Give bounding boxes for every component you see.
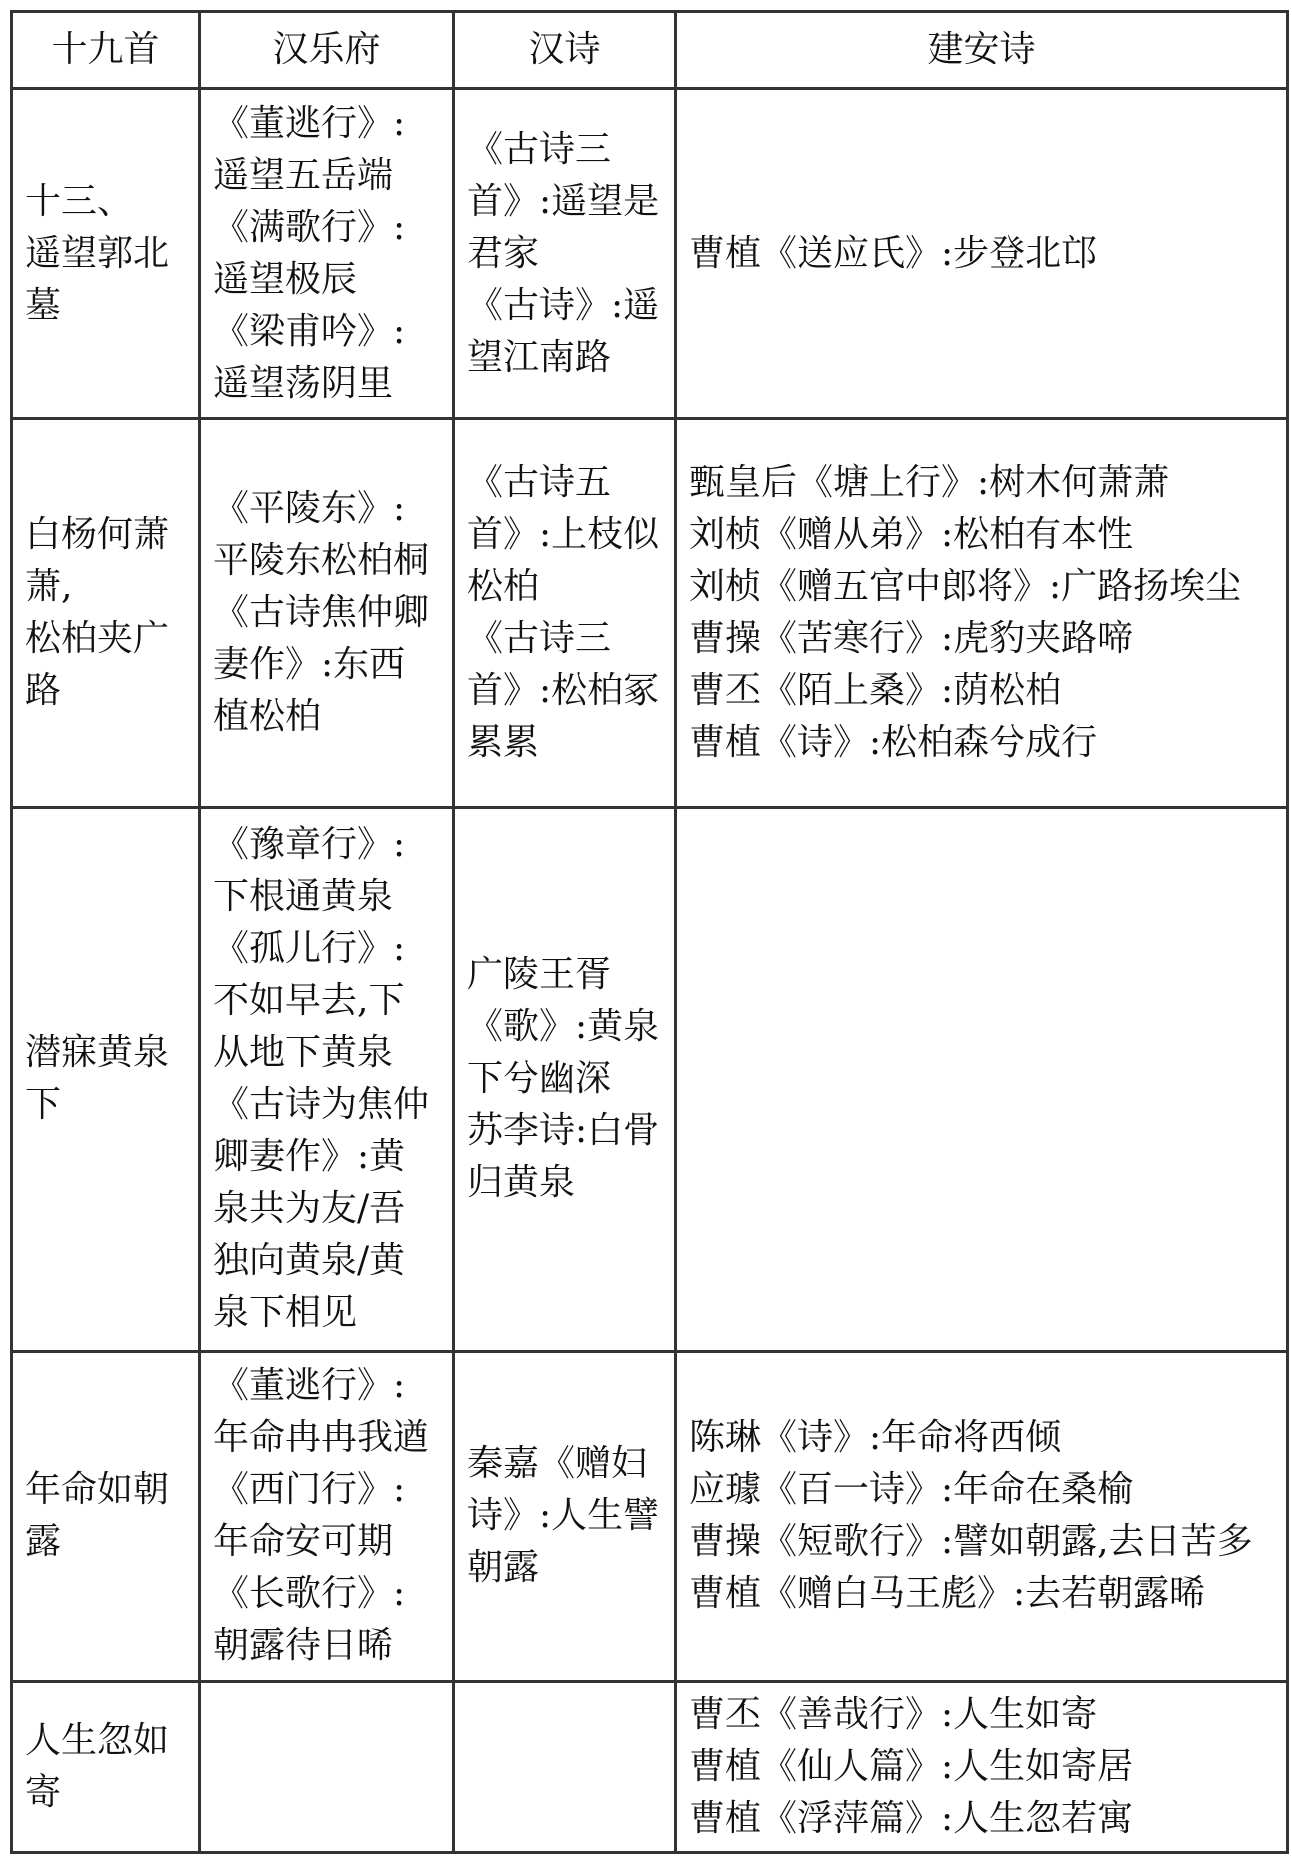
cell-entry: 曹植《送应氏》:步登北邙 xyxy=(689,232,1098,274)
header-row xyxy=(12,12,1288,89)
table-row xyxy=(12,808,1288,1351)
cell-yuefu xyxy=(200,419,454,808)
cell-entry: 广陵王胥《歌》:黄泉下兮幽深 xyxy=(467,954,660,1100)
table-row xyxy=(12,1351,1288,1681)
cell-entry: 曹丕《善哉行》:人生如寄 xyxy=(689,1694,1098,1736)
cell-jianan xyxy=(676,1682,1288,1853)
cell-entry: 陈琳《诗》:年命将西倾 xyxy=(689,1417,1062,1459)
cell-entry: 曹植《诗》:松柏森兮成行 xyxy=(689,722,1098,764)
cell-entry: 《长歌行》:朝露待日晞 xyxy=(213,1573,406,1667)
cell-yuefu xyxy=(200,1351,454,1681)
cell-jianan xyxy=(676,1351,1288,1681)
cell-han-poems xyxy=(454,1682,676,1853)
table-body xyxy=(12,89,1288,1853)
cell-nineteen xyxy=(12,419,200,808)
cell-jianan xyxy=(676,808,1288,1351)
cell-entry: 《平陵东》:平陵东松柏桐 xyxy=(213,488,430,582)
cell-entry: 人生忽如寄 xyxy=(25,1720,170,1814)
cell-entry: 十三、 xyxy=(25,180,134,222)
cell-entry: 曹植《浮萍篇》:人生忽若寓 xyxy=(689,1798,1134,1840)
cell-entry: 潜寐黄泉下 xyxy=(25,1032,170,1126)
cell-entry: 曹植《仙人篇》:人生如寄居 xyxy=(689,1746,1134,1788)
cell-entry: 松柏夹广路 xyxy=(25,618,170,712)
cell-yuefu xyxy=(200,89,454,419)
cell-jianan xyxy=(676,89,1288,419)
cell-nineteen xyxy=(12,808,200,1351)
poetry-comparison-table xyxy=(10,10,1289,1854)
cell-han-poems xyxy=(454,1351,676,1681)
cell-nineteen xyxy=(12,1351,200,1681)
cell-nineteen xyxy=(12,89,200,419)
cell-entry: 《古诗焦仲卿妻作》:东西植松柏 xyxy=(213,592,430,738)
cell-entry: 白杨何萧萧, xyxy=(25,514,170,608)
cell-jianan xyxy=(676,419,1288,808)
cell-entry: 刘桢《赠五官中郎将》:广路扬埃尘 xyxy=(689,566,1242,608)
cell-entry: 甄皇后《塘上行》:树木何萧萧 xyxy=(689,462,1170,504)
cell-entry: 曹植《赠白马王彪》:去若朝露晞 xyxy=(689,1573,1206,1615)
cell-entry: 《古诗三首》:松柏冢累累 xyxy=(467,618,660,764)
cell-entry: 《古诗》:遥望江南路 xyxy=(467,284,660,378)
cell-entry: 曹操《短歌行》:譬如朝露,去日苦多 xyxy=(689,1521,1253,1563)
comparison-table-container xyxy=(10,10,1286,1854)
cell-entry: 刘桢《赠从弟》:松柏有本性 xyxy=(689,514,1134,556)
header-nineteen: 十九首 xyxy=(12,12,200,89)
header-jianan: 建安诗 xyxy=(676,12,1288,89)
cell-entry: 《豫章行》:下根通黄泉 xyxy=(213,824,406,918)
cell-entry: 《西门行》:年命安可期 xyxy=(213,1469,406,1563)
cell-yuefu xyxy=(200,808,454,1351)
cell-entry: 《董逃行》:遥望五岳端 xyxy=(213,102,406,196)
cell-han-poems xyxy=(454,89,676,419)
cell-entry: 《满歌行》:遥望极辰 xyxy=(213,206,406,300)
cell-entry: 年命如朝露 xyxy=(25,1469,170,1563)
cell-entry: 《梁甫吟》:遥望荡阴里 xyxy=(213,310,406,404)
cell-entry: 《孤儿行》:不如早去,下从地下黄泉 xyxy=(213,928,406,1074)
cell-entry: 应璩《百一诗》:年命在桑榆 xyxy=(689,1469,1134,1511)
cell-entry: 曹丕《陌上桑》:荫松柏 xyxy=(689,670,1062,712)
cell-han-poems xyxy=(454,808,676,1351)
header-han-poems: 汉诗 xyxy=(454,12,676,89)
cell-entry: 秦嘉《赠妇诗》:人生譬朝露 xyxy=(467,1443,660,1589)
cell-entry: 遥望郭北墓 xyxy=(25,232,170,326)
header-yuefu: 汉乐府 xyxy=(200,12,454,89)
table-row xyxy=(12,89,1288,419)
cell-entry: 《古诗三首》:遥望是君家 xyxy=(467,128,660,274)
table-row xyxy=(12,1682,1288,1853)
cell-entry: 《董逃行》:年命冉冉我遒 xyxy=(213,1365,430,1459)
cell-han-poems xyxy=(454,419,676,808)
cell-yuefu xyxy=(200,1682,454,1853)
cell-entry: 曹操《苦寒行》:虎豹夹路啼 xyxy=(689,618,1134,660)
cell-entry: 苏李诗:白骨归黄泉 xyxy=(467,1110,660,1204)
table-row xyxy=(12,419,1288,808)
cell-entry: 《古诗五首》:上枝似松柏 xyxy=(467,462,660,608)
cell-nineteen xyxy=(12,1682,200,1853)
cell-entry: 《古诗为焦仲卿妻作》:黄泉共为友/吾独向黄泉/黄泉下相见 xyxy=(213,1084,430,1334)
